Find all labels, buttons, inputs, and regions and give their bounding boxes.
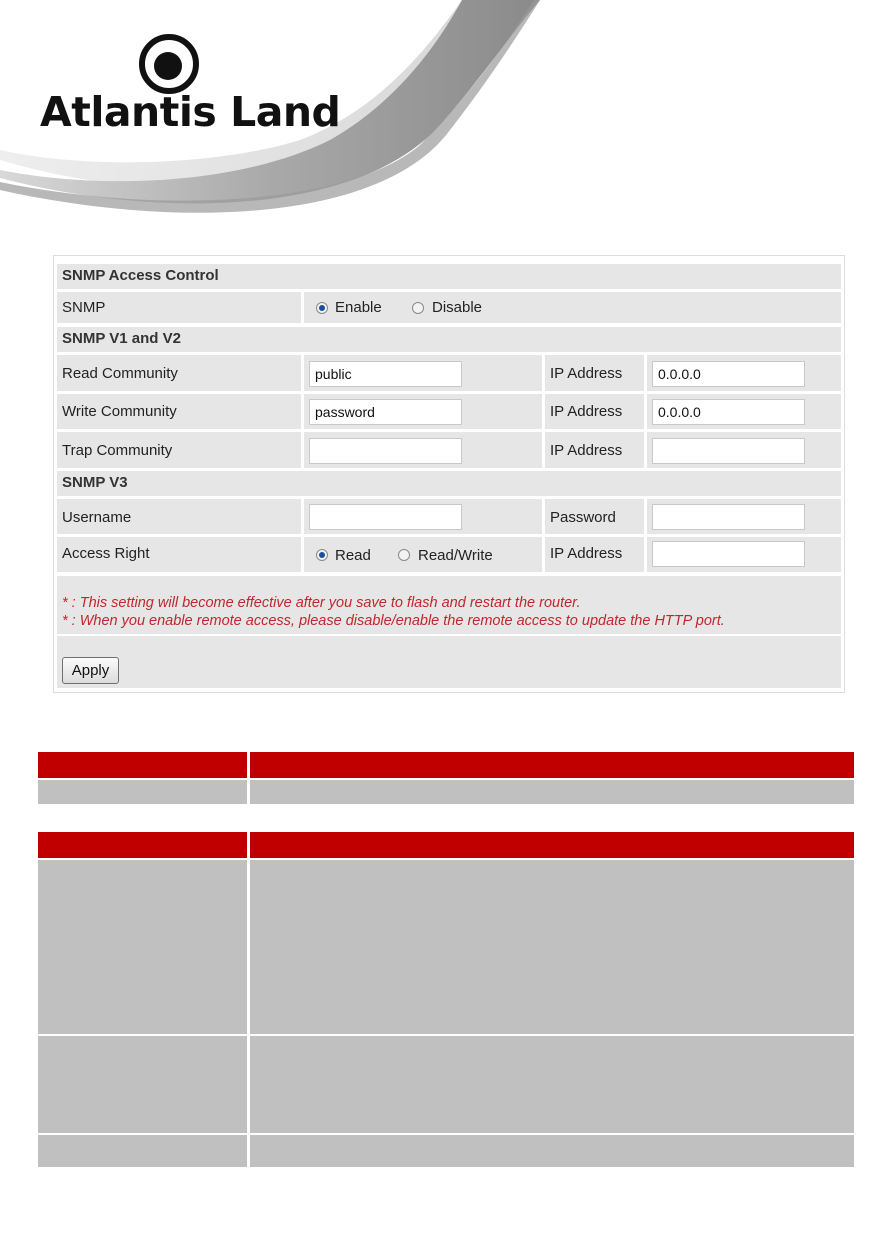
section-header-v1v2 [57, 327, 841, 352]
table-header-cell [38, 752, 247, 778]
apply-button[interactable]: Apply [62, 657, 119, 684]
section-header-access-control [57, 264, 841, 289]
trap-community-label: Trap Community [62, 442, 173, 459]
table-cell [38, 780, 247, 804]
apply-row [57, 636, 841, 688]
write-community-row [57, 394, 841, 429]
parameter-table-2 [38, 832, 854, 1168]
logo-text: Atlantis Land [40, 88, 341, 136]
trap-ip-input[interactable] [652, 438, 805, 464]
write-community-input[interactable]: password [309, 399, 462, 425]
table-cell [38, 860, 247, 1034]
section-title: SNMP Access Control [62, 267, 219, 284]
table-cell [250, 1135, 854, 1167]
write-ip-label: IP Address [550, 403, 623, 420]
table-row [38, 1135, 854, 1167]
section-header-v3 [57, 471, 841, 496]
note-remote-access: * : When you enable remote access, please disable/enable the remote access to update the HTTP port. [62, 613, 725, 629]
access-readwrite-radio[interactable] [398, 549, 410, 561]
section-title: SNMP V1 and V2 [62, 330, 181, 347]
read-community-input[interactable]: public [309, 361, 462, 387]
snmp-disable-label[interactable]: Disable [432, 299, 483, 316]
access-right-row [57, 537, 841, 572]
table-cell [250, 1036, 854, 1133]
snmp-label: SNMP [62, 299, 106, 316]
access-ip-input[interactable] [652, 541, 805, 567]
trap-community-row [57, 432, 841, 468]
username-row [57, 499, 841, 534]
table-header-row [38, 752, 854, 778]
note-save-flash: * : This setting will become effective after you save to flash and restart the router. [62, 595, 581, 611]
read-ip-label: IP Address [550, 365, 623, 382]
table-header-cell [250, 752, 854, 778]
username-label: Username [62, 509, 132, 526]
table-cell [38, 1036, 247, 1133]
write-ip-input[interactable]: 0.0.0.0 [652, 399, 805, 425]
section-title: SNMP V3 [62, 474, 128, 491]
logo-icon [137, 32, 201, 96]
access-ip-label: IP Address [550, 545, 623, 562]
snmp-enable-radio[interactable] [316, 302, 328, 314]
access-right-label: Access Right [62, 545, 150, 562]
table-row [38, 1036, 854, 1133]
table-header-row [38, 832, 854, 858]
write-community-label: Write Community [62, 403, 177, 420]
notes-row [57, 576, 841, 634]
password-input[interactable] [652, 504, 805, 530]
read-community-label: Read Community [62, 365, 178, 382]
read-community-row [57, 355, 841, 391]
snmp-row [57, 292, 841, 323]
trap-community-input[interactable] [309, 438, 462, 464]
table-cell [250, 860, 854, 1034]
snmp-enable-label[interactable]: Enable [335, 299, 382, 316]
password-label: Password [550, 509, 616, 526]
trap-ip-label: IP Address [550, 442, 623, 459]
table-row [38, 860, 854, 1034]
table-header-cell [38, 832, 247, 858]
access-read-label[interactable]: Read [335, 547, 371, 564]
access-readwrite-label[interactable]: Read/Write [418, 547, 493, 564]
read-ip-input[interactable]: 0.0.0.0 [652, 361, 805, 387]
username-input[interactable] [309, 504, 462, 530]
snmp-disable-radio[interactable] [412, 302, 424, 314]
snmp-settings-panel [53, 255, 845, 693]
table-row [38, 780, 854, 804]
parameter-table-1 [38, 752, 854, 805]
table-cell [38, 1135, 247, 1167]
table-cell [250, 780, 854, 804]
table-header-cell [250, 832, 854, 858]
access-read-radio[interactable] [316, 549, 328, 561]
